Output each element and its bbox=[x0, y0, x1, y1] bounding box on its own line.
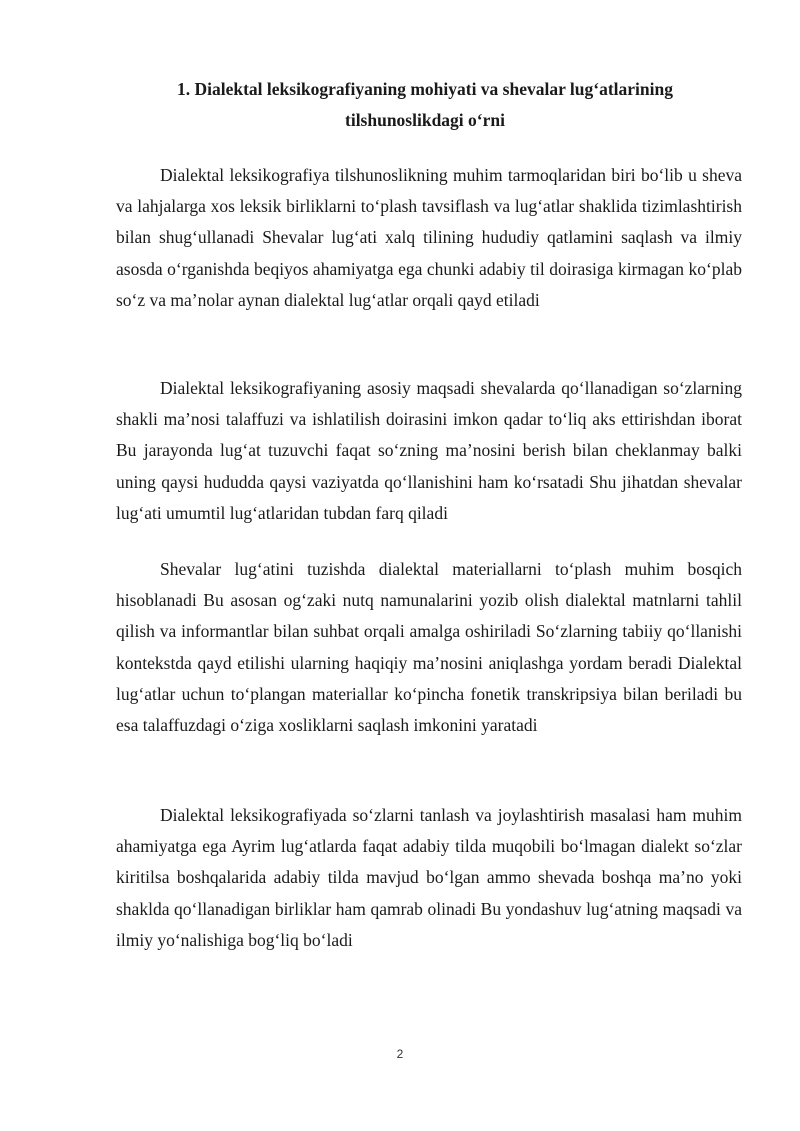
body-paragraph-2: Dialektal leksikografiyaning asosiy maqsadi shevalarda qo‘llanadigan so‘zlarning shakli ma’nosi talaffuzi va ishlatilish doirasini imkon qadar to‘liq aks ettirishdan iborat Bu jarayonda lug‘at tuzuvchi faqat so‘zning ma’nosini berish bilan cheklanmay balki uning qaysi hududda qaysi vaziyatda qo‘llanishini ham ko‘rsatadi Shu jihatdan shevalar lug‘ati umumtil lug‘atlaridan tubdan farq qiladi bbox=[116, 378, 742, 523]
body-paragraph-4: Dialektal leksikografiyada so‘zlarni tanlash va joylashtirish masalasi ham muhim ahamiyatga ega Ayrim lug‘atlarda faqat adabiy tilda muqobili bo‘lmagan dialekt so‘zlar kiritilsa boshqalarida adabiy tilda mavjud bo‘lgan ammo shevada boshqa ma’no yoki shaklda qo‘llanadigan birliklar ham qamrab olinadi Bu yondashuv lug‘atning maqsadi va ilmiy yo‘nalishiga bog‘liq bo‘ladi bbox=[116, 805, 742, 950]
page-number: 2 bbox=[396, 1047, 404, 1061]
section-title bbox=[95, 74, 755, 136]
body-paragraph-1: Dialektal leksikografiya tilshunoslikning muhim tarmoqlaridan biri bo‘lib u sheva va lahjalarga xos leksik birliklarni to‘plash tavsiflash va lug‘atlar shaklida tizimlashtirish bilan shug‘ullanadi Shevalar lug‘ati xalq tilining hududiy qatlamini saqlash va ilmiy asosda o‘rganishda beqiyos ahamiyatga ega chunki adabiy til doirasiga kirmagan ko‘plab so‘z va ma’nolar aynan dialektal lug‘atlar orqali qayd etiladi bbox=[116, 165, 742, 310]
section-title-line-2: tilshunoslikdagi o‘rni bbox=[345, 110, 505, 130]
section-title-line-1: 1. Dialektal leksikografiyaning mohiyati va shevalar lug‘atlarining bbox=[176, 79, 674, 99]
body-paragraph-3: Shevalar lug‘atini tuzishda dialektal materiallarni to‘plash muhim bosqich hisoblanadi Bu asosan og‘zaki nutq namunalarini yozib olish dialektal matnlarni tahlil qilish va informantlar bilan suhbat orqali amalga oshiriladi So‘zlarning tabiiy qo‘llanishi kontekstda qayd etilishi ularning haqiqiy ma’nosini aniqlashga yordam beradi Dialektal lug‘atlar uchun to‘plangan materiallar ko‘pincha fonetik transkripsiya bilan beriladi bu esa talaffuzdagi o‘ziga xosliklarni saqlash imkonini yaratadi bbox=[116, 559, 742, 736]
